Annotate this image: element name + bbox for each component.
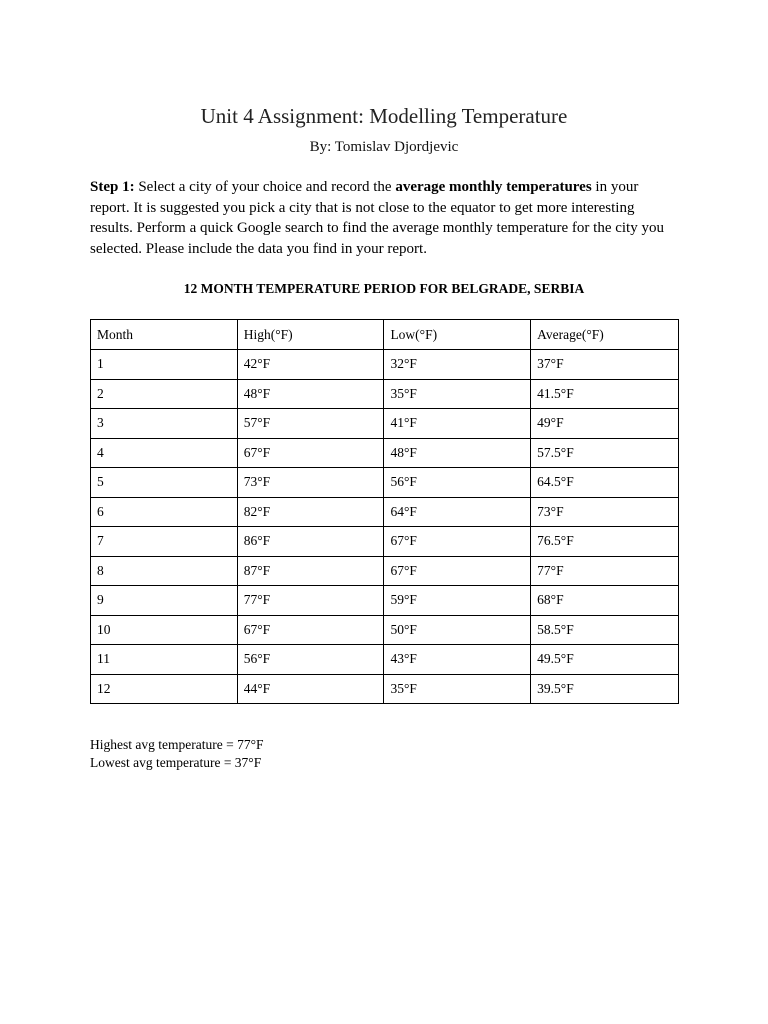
- header-low: Low(°F): [384, 320, 531, 350]
- table-row: [91, 674, 679, 704]
- cell-low: 67°F: [384, 556, 531, 586]
- header-month: Month: [91, 320, 238, 350]
- step-text-b: in your report. It is suggested you pick a city that is not close to the equator to get more interesting results. Perform a quick Google search to find the average monthly temperature for the city you selected. Please include the data you find in your report.: [90, 179, 664, 257]
- cell-month: 1: [91, 350, 238, 380]
- step-1-paragraph: [90, 177, 680, 259]
- cell-high: 73°F: [237, 468, 384, 498]
- temperature-table: [90, 319, 679, 704]
- cell-low: 41°F: [384, 409, 531, 439]
- cell-high: 86°F: [237, 527, 384, 557]
- cell-low: 35°F: [384, 674, 531, 704]
- cell-month: 8: [91, 556, 238, 586]
- header-high: High(°F): [237, 320, 384, 350]
- cell-high: 42°F: [237, 350, 384, 380]
- cell-month: 12: [91, 674, 238, 704]
- cell-average: 73°F: [531, 497, 679, 527]
- cell-high: 67°F: [237, 615, 384, 645]
- cell-high: 44°F: [237, 674, 384, 704]
- cell-month: 7: [91, 527, 238, 557]
- table-row: [91, 645, 679, 675]
- cell-high: 82°F: [237, 497, 384, 527]
- table-row: [91, 586, 679, 616]
- cell-average: 57.5°F: [531, 438, 679, 468]
- table-row: [91, 468, 679, 498]
- cell-average: 58.5°F: [531, 615, 679, 645]
- cell-low: 43°F: [384, 645, 531, 675]
- cell-month: 4: [91, 438, 238, 468]
- table-row: [91, 527, 679, 557]
- cell-low: 35°F: [384, 379, 531, 409]
- cell-month: 3: [91, 409, 238, 439]
- cell-month: 10: [91, 615, 238, 645]
- cell-average: 49°F: [531, 409, 679, 439]
- table-row: [91, 409, 679, 439]
- table-row: [91, 350, 679, 380]
- cell-low: 32°F: [384, 350, 531, 380]
- cell-low: 48°F: [384, 438, 531, 468]
- cell-low: 56°F: [384, 468, 531, 498]
- cell-low: 64°F: [384, 497, 531, 527]
- cell-month: 11: [91, 645, 238, 675]
- cell-month: 6: [91, 497, 238, 527]
- step-emphasis: average monthly temperatures: [395, 179, 592, 195]
- document-author: By: Tomislav Djordjevic: [309, 139, 459, 155]
- document-title: Unit 4 Assignment: Modelling Temperature: [200, 104, 568, 128]
- cell-month: 5: [91, 468, 238, 498]
- table-title: 12 MONTH TEMPERATURE PERIOD FOR BELGRADE, SERBIA: [183, 281, 585, 296]
- cell-low: 67°F: [384, 527, 531, 557]
- cell-average: 39.5°F: [531, 674, 679, 704]
- cell-high: 48°F: [237, 379, 384, 409]
- cell-high: 56°F: [237, 645, 384, 675]
- cell-average: 77°F: [531, 556, 679, 586]
- cell-average: 68°F: [531, 586, 679, 616]
- table-row: [91, 497, 679, 527]
- table-row: [91, 556, 679, 586]
- table-row: [91, 379, 679, 409]
- lowest-avg-line: Lowest avg temperature = 37°F: [90, 755, 262, 770]
- table-header-row: [91, 320, 679, 350]
- cell-average: 64.5°F: [531, 468, 679, 498]
- header-average: Average(°F): [531, 320, 679, 350]
- cell-month: 9: [91, 586, 238, 616]
- cell-high: 67°F: [237, 438, 384, 468]
- table-row: [91, 438, 679, 468]
- cell-average: 41.5°F: [531, 379, 679, 409]
- cell-month: 2: [91, 379, 238, 409]
- table-row: [91, 615, 679, 645]
- summary-block: [90, 736, 263, 772]
- cell-high: 77°F: [237, 586, 384, 616]
- cell-low: 59°F: [384, 586, 531, 616]
- step-text-a: Select a city of your choice and record the: [134, 179, 396, 195]
- cell-low: 50°F: [384, 615, 531, 645]
- cell-high: 57°F: [237, 409, 384, 439]
- cell-average: 76.5°F: [531, 527, 679, 557]
- cell-average: 49.5°F: [531, 645, 679, 675]
- step-label: Step 1:: [90, 179, 135, 195]
- highest-avg-line: Highest avg temperature = 77°F: [90, 737, 264, 752]
- cell-high: 87°F: [237, 556, 384, 586]
- cell-average: 37°F: [531, 350, 679, 380]
